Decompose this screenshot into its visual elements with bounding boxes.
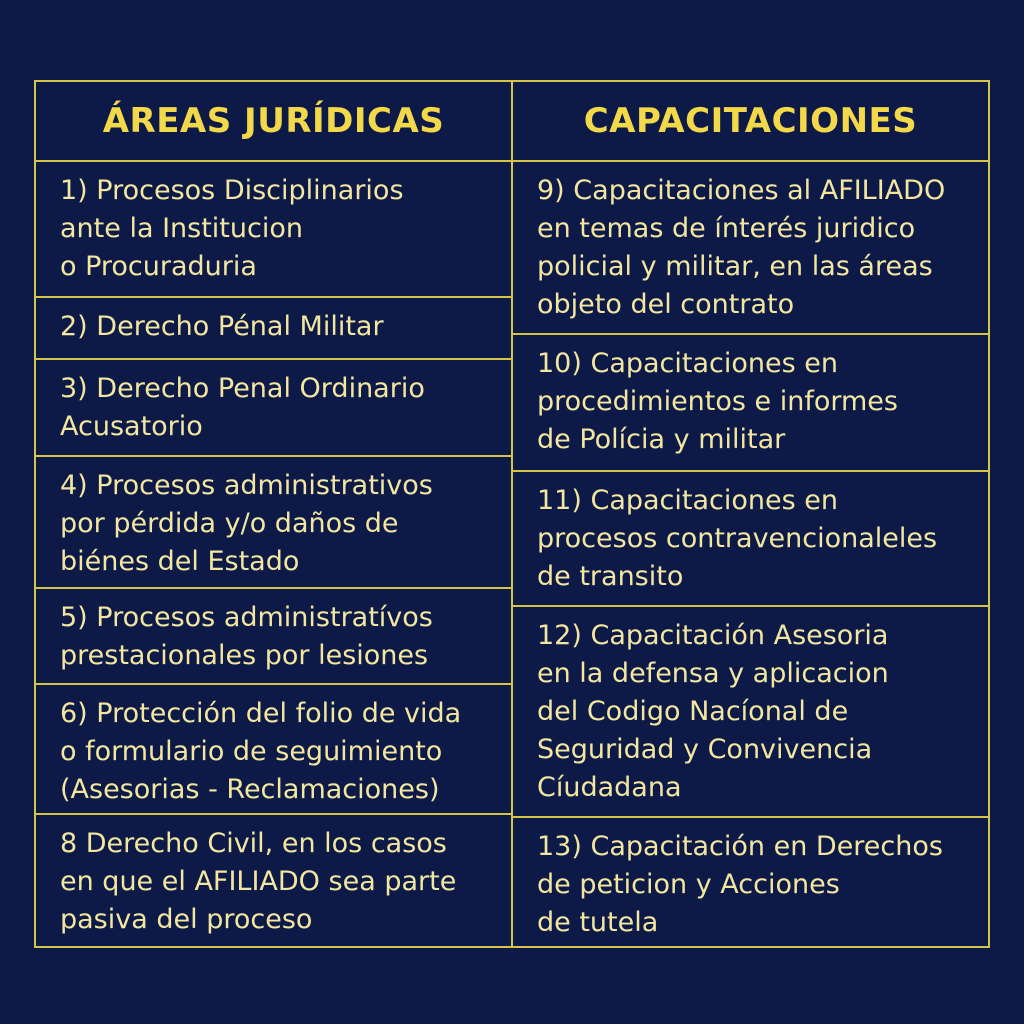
area-item-5: 5) Procesos administratívos prestacionales por lesiones	[36, 589, 511, 685]
training-item-9: 9) Capacitaciones al AFILIADO en temas de ínterés juridico policial y militar, en las áreas objeto del contrato	[513, 162, 988, 335]
capacitaciones-header: CAPACITACIONES	[513, 82, 988, 162]
training-item-10: 10) Capacitaciones en procedimientos e informes de Polícia y militar	[513, 335, 988, 472]
area-item-6: 6) Protección del folio de vida o formulario de seguimiento (Asesorias - Reclamaciones)	[36, 685, 511, 815]
area-item-8: 8 Derecho Civil, en los casos en que el AFILIADO sea parte pasiva del proceso	[60, 828, 457, 935]
areas-juridicas-header: ÁREAS JURÍDICAS	[36, 82, 511, 162]
area-item-4: 4) Procesos administrativos por pérdida y/o daños de biénes del Estado	[36, 457, 511, 589]
areas-juridicas-column	[36, 82, 513, 946]
training-item-11: 11) Capacitaciones en procesos contravencionaleles de transito	[513, 472, 988, 607]
training-item-12: 12) Capacitación Asesoria en la defensa y aplicacion del Codigo Nacíonal de Seguridad y Convivencia Cíudadana	[513, 607, 988, 818]
services-table	[34, 80, 990, 948]
area-item-1: 1) Procesos Disciplinarios ante la Institucion o Procuraduria	[36, 162, 511, 298]
capacitaciones-column	[513, 82, 988, 946]
area-item-3: 3) Derecho Penal Ordinario Acusatorio	[36, 360, 511, 457]
training-item-13: 13) Capacitación en Derechos de peticion y Acciones de tutela	[537, 831, 943, 938]
area-item-2: 2) Derecho Pénal Militar	[36, 298, 511, 360]
